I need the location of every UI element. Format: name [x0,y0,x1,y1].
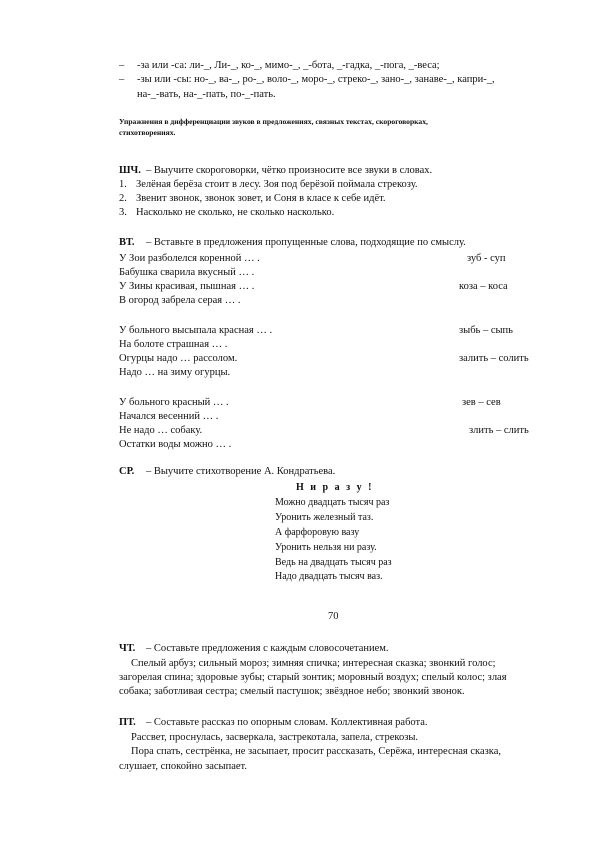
word-pair: зыбь – сыпь [459,325,513,336]
word-pair: зев – сев [462,397,501,408]
poem-title: Н и р а з у ! [296,482,374,493]
sentence-line: У больного красный … . [119,397,229,408]
section-heading-line: стихотворениях. [119,128,176,137]
paragraph-line: слушает, спокойно засыпает. [119,761,247,772]
exercise-code: СР. [119,466,135,477]
paragraph-line: Пора спать, сестрёнка, не засыпает, просит рассказать, Серёжа, интересная сказка, [131,746,501,757]
paragraph-line: собака; заботливая сестра; смелый пастушок; звёздное небо; звонкий звонок. [119,686,465,697]
sentence-line: Остатки воды можно … . [119,439,232,450]
list-item: Насколько не сколько, не сколько насколько. [136,207,335,218]
sentence-line: У Зои разболелся коренной … . [119,253,260,264]
exercise-code: ПТ. [119,717,136,728]
exercise-instruction: – Выучите стихотворение А. Кондратьева. [146,466,336,477]
exercise-code: ЧТ. [119,643,136,654]
paragraph-line: загорелая спина; здоровые зубы; старый зонтик; моровный воздух; спелый колос; злая [119,672,507,683]
bullet: – [119,74,125,85]
exercise-code: ВТ. [119,237,135,248]
exercise-instruction: – Составьте предложения с каждым словосочетанием. [146,643,389,654]
exercise-instruction: – Выучите скороговорки, чётко произносите все звуки в словах. [146,165,433,176]
exercise-instruction: – Вставьте в предложения пропущенные слова, подходящие по смыслу. [146,237,466,248]
sentence-line: Надо … на зиму огурцы. [119,367,231,378]
sentence-line: Огурцы надо … рассолом. [119,353,238,364]
sentence-line: У Зины красивая, пышная … . [119,281,255,292]
section-heading-line: Упражнения в дифференциации звуков в предложениях, связных текстах, скороговорках, [119,117,428,126]
list-item: -за или -са: ли-_, Ли-_, ко-_, мимо-_, _-бота, _-гадка, _-пога, _-веса; [137,60,440,71]
list-item: Звенит звонок, звонок зовет, и Соня в класе к себе идёт. [136,193,386,204]
list-item: на-_-вать, на-_-пать, по-_-пать. [137,89,276,100]
bullet: – [119,60,125,71]
word-pair: злить – слить [469,425,529,436]
sentence-line: Бабушка сварила вкусный … . [119,267,255,278]
sentence-line: У больного высыпала красная … . [119,325,273,336]
sentence-line: В огород забрела серая … . [119,295,241,306]
poem-line: Можно двадцать тысяч раз [275,497,390,508]
item-number: 1. [119,179,127,190]
paragraph-line: Спелый арбуз; сильный мороз; зимняя спичка; интересная сказка; звонкий голос; [131,658,496,669]
item-number: 3. [119,207,127,218]
list-item: -зы или -сы: но-_, ва-_, ро-_, воло-_, моро-_, стреко-_, зано-_, занаве-_, капри-_, [137,74,495,85]
sentence-line: На болоте страшная … . [119,339,228,350]
poem-line: А фарфоровую вазу [275,527,360,538]
list-item: Зелёная берёза стоит в лесу. Зоя под берёзой поймала стрекозу. [136,179,418,190]
exercise-code: ШЧ. [119,165,141,176]
sentence-line: Начался весенний … . [119,411,219,422]
word-pair: залить – солить [459,353,529,364]
item-number: 2. [119,193,127,204]
poem-line: Уронить нельзя ни разу. [275,542,377,553]
poem-line: Уронить железный таз. [275,512,374,523]
poem-line: Ведь на двадцать тысяч раз [275,557,392,568]
word-pair: коза – коса [459,281,508,292]
word-pair: зуб - суп [467,253,506,264]
poem-line: Надо двадцать тысяч ваз. [275,571,383,582]
paragraph-line: Рассвет, проснулась, засверкала, застрекотала, запела, стрекозы. [131,732,419,743]
page-number: 70 [328,611,339,622]
exercise-instruction: – Составьте рассказ по опорным словам. Коллективная работа. [146,717,428,728]
sentence-line: Не надо … собаку. [119,425,203,436]
